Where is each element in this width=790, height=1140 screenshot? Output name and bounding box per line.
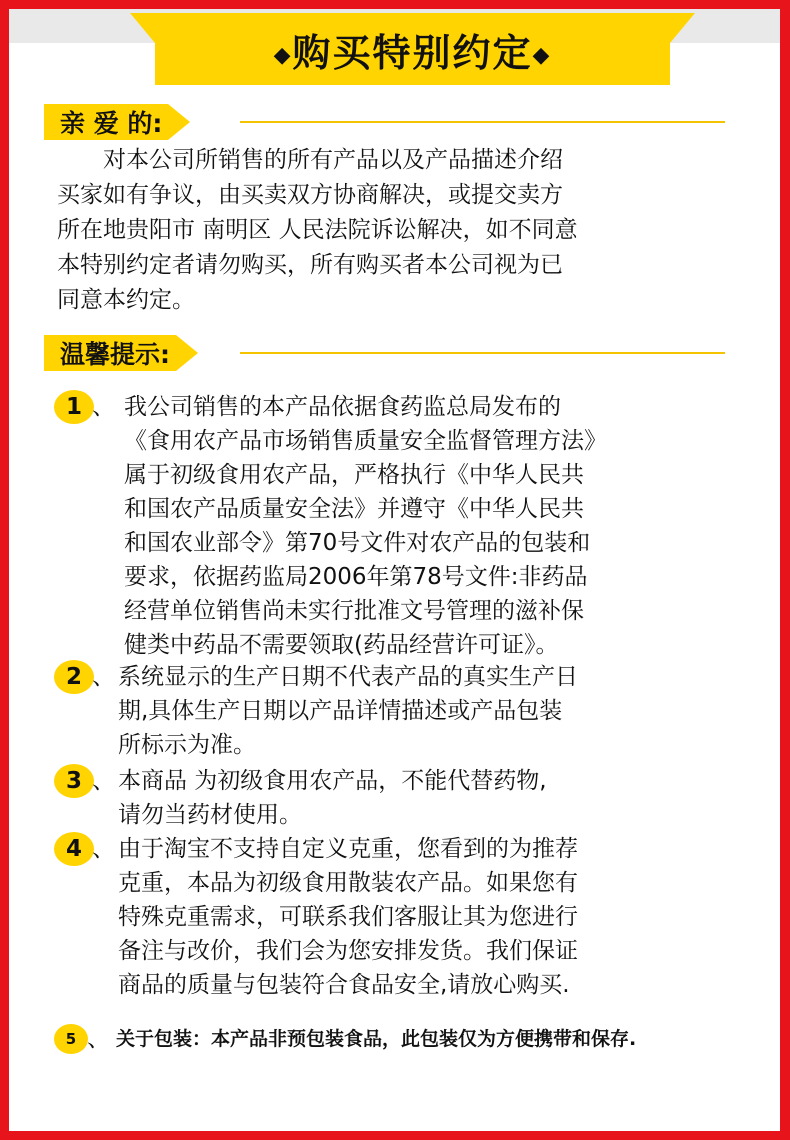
page-title-text: 购买特别约定 — [292, 30, 533, 75]
number-badge: 2 — [54, 660, 94, 694]
diamond-icon: ◆ — [273, 42, 293, 68]
agreement-paragraph — [57, 143, 747, 318]
tip-line: 期,具体生产日期以产品详情描述或产品包装 — [118, 698, 563, 724]
tip-text — [118, 832, 578, 1002]
tip-line: 健类中药品不需要领取(药品经营许可证》。 — [124, 632, 559, 658]
tip-line: 关于包装：本产品非预包装食品，此包装仅为方便携带和保存. — [116, 1028, 637, 1050]
section-tag-label: 亲 爱 的: — [44, 104, 168, 140]
paragraph-line: 买家如有争议，由买卖双方协商解决，或提交卖方 — [57, 182, 563, 208]
item-separator: 、 — [92, 394, 115, 420]
tip-line: 克重，本品为初级食用散装农产品。如果您有 — [118, 870, 578, 896]
tip-line: 特殊克重需求，可联系我们客服让其为您进行 — [118, 904, 578, 930]
tip-line: 由于淘宝不支持自定义克重，您看到的为推荐 — [118, 836, 578, 862]
diamond-icon: ◆ — [532, 42, 552, 68]
tip-line: 商品的质量与包装符合食品安全,请放心购买. — [118, 972, 570, 998]
tip-line: 要求，依据药监局2006年第78号文件:非药品 — [124, 564, 588, 590]
number-badge: 4 — [54, 832, 94, 866]
tip-line: 所标示为准。 — [118, 732, 256, 758]
tag-arrow-shape — [168, 104, 190, 140]
tip-text — [118, 660, 578, 762]
section-divider-line — [240, 121, 725, 123]
tip-line: 和国农业部令》第70号文件对农产品的包装和 — [124, 530, 591, 556]
section-tag-tips — [44, 335, 198, 371]
paragraph-line: 本特别约定者请勿购买，所有购买者本公司视为已 — [57, 252, 563, 278]
tag-arrow-shape — [176, 335, 198, 371]
number-badge: 3 — [54, 764, 94, 798]
item-separator: 、 — [87, 1026, 110, 1052]
title-banner — [155, 13, 670, 85]
section-tag-dear — [44, 104, 190, 140]
item-separator: 、 — [92, 768, 115, 794]
tip-line: 系统显示的生产日期不代表产品的真实生产日 — [118, 664, 578, 690]
number-badge: 1 — [54, 390, 94, 424]
section-divider-line — [240, 352, 725, 354]
tip-line: 请勿当药材使用。 — [118, 802, 302, 828]
tip-text — [118, 764, 547, 832]
tip-text — [116, 1024, 636, 1054]
tip-line: 《食用农产品市场销售质量安全监督管理方法》 — [124, 428, 607, 454]
page-title — [274, 22, 552, 77]
item-separator: 、 — [92, 664, 115, 690]
tip-line: 属于初级食用农产品，严格执行《中华人民共 — [124, 462, 584, 488]
paragraph-line: 所在地贵阳市 南明区 人民法院诉讼解决，如不同意 — [57, 217, 578, 243]
section-tag-label: 温馨提示: — [44, 335, 176, 371]
number-badge: 5 — [54, 1024, 88, 1054]
tip-line: 经营单位销售尚未实行批准文号管理的滋补保 — [124, 598, 584, 624]
tip-line: 备注与改价，我们会为您安排发货。我们保证 — [118, 938, 578, 964]
banner-left-wing — [130, 13, 155, 43]
paragraph-line: 同意本约定。 — [57, 287, 195, 313]
tip-line: 和国农产品质量安全法》并遵守《中华人民共 — [124, 496, 584, 522]
tip-line: 我公司销售的本产品依据食药监总局发布的 — [124, 394, 561, 420]
paragraph-line: 对本公司所销售的所有产品以及产品描述介绍 — [103, 147, 563, 173]
item-separator: 、 — [92, 836, 115, 862]
tip-line: 本商品 为初级食用农产品，不能代替药物, — [118, 768, 547, 794]
tip-text — [124, 390, 607, 662]
banner-right-wing — [670, 13, 695, 43]
